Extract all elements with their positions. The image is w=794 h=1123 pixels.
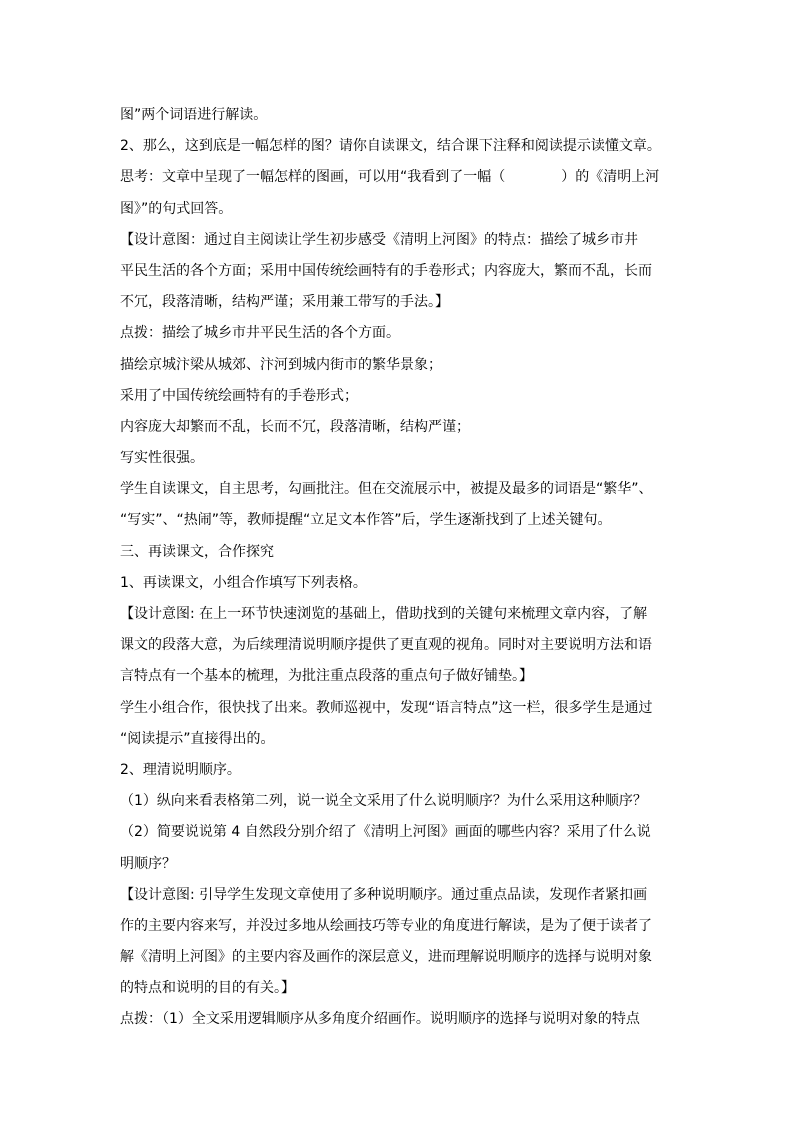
design-intent-line: 平民生活的各个方面；采用中国传统绘画特有的手卷形式；内容庞大，繁而不乱，长而 [120,262,652,279]
design-intent-line: 解《清明上河图》的主要内容及画作的深层意义，进而理解说明顺序的选择与说明对象 [120,949,652,966]
text-line: “写实”、“热闹”等，教师提醒“立足文本作答”后，学生逐渐找到了上述关键句。 [120,512,612,529]
design-intent-line: 课文的段落大意，为后续理清说明顺序提供了更直观的视角。同时对主要说明方法和语 [120,637,652,654]
text-line: 2、理清说明顺序。 [120,761,241,778]
design-intent-line: 作的主要内容来写，并没过多地从绘画技巧等专业的角度进行解读，是为了便于读者了 [120,917,652,934]
design-intent-line: 不冗，段落清晰，结构严谨；采用兼工带写的手法。】 [120,294,449,311]
design-intent-line: 【设计意图: 引导学生发现文章使用了多种说明顺序。通过重点品读，发现作者紧扣画 [120,886,648,903]
design-intent-line: 言特点有一个基本的梳理，为批注重点段落的重点句子做好铺垫。】 [120,668,533,685]
design-intent-line: 【设计意图：通过自主阅读让学生初步感受《清明上河图》的特点：描绘了城乡市井 [120,231,638,248]
text-line: 写实性很强。 [120,450,204,467]
text-line: 1、再读课文，小组合作填写下列表格。 [120,574,367,591]
text-line: 2、那么，这到底是一幅怎样的图？请你自读课文，结合课下注释和阅读提示读懂文章。 [120,138,661,155]
text-line: “阅读提示”直接得出的。 [120,730,275,747]
document-body [120,100,690,1036]
text-line: 点拨：描绘了城乡市井平民生活的各个方面。 [120,325,400,342]
text-line: （1）纵向来看表格第二列，说一说全文采用了什么说明顺序？为什么采用这种顺序？ [120,793,647,810]
text-line: （2）简要说说第 4 自然段分别介绍了《清明上河图》画面的哪些内容？采用了什么说 [120,824,651,841]
text-line: 描绘京城汴梁从城郊、汴河到城内街市的繁华景象； [120,356,442,373]
text-line: 图”两个词语进行解读。 [120,107,268,123]
text-line: 内容庞大却繁而不乱，长而不冗，段落清晰，结构严谨； [120,418,470,435]
text-line: 图》”的句式回答。 [120,200,233,217]
text-line: 点拨：（1）全文采用逻辑顺序从多角度介绍画作。说明顺序的选择与说明对象的特点 [120,1011,640,1028]
text-line: 学生小组合作，很快找了出来。教师巡视中，发现“语言特点”这一栏，很多学生是通过 [120,699,653,716]
text-line: 思考：文章中呈现了一幅怎样的图画，可以用“我看到了一幅（ ）的《清明上河 [120,169,660,186]
section-heading: 三、再读课文，合作探究 [120,543,274,560]
design-intent-line: 的特点和说明的目的有关。】 [120,980,295,997]
text-line: 学生自读课文，自主思考，勾画批注。但在交流展示中，被提及最多的词语是“繁华”、 [120,481,653,498]
text-line: 采用了中国传统绘画特有的手卷形式； [120,387,358,404]
design-intent-line: 【设计意图: 在上一环节快速浏览的基础上，借助找到的关键句来梳理文章内容，了解 [120,606,648,622]
text-line: 明顺序？ [120,855,176,872]
